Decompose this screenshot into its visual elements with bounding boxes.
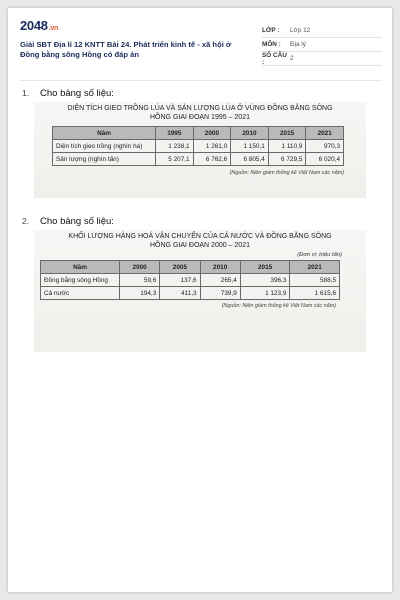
document-title: Giải SBT Địa lí 12 KNTT Bài 24. Phát triển kinh tế - xã hội ở Đồng bằng sông Hồng có đáp án — [20, 40, 232, 59]
table-cell: 137,6 — [160, 274, 200, 287]
row-label: Đồng bằng sông Hồng — [41, 274, 120, 287]
col-header: 2021 — [290, 261, 340, 274]
col-header: Năm — [41, 261, 120, 274]
question-number: 1. — [22, 88, 30, 98]
table-cell: 6 805,4 — [231, 153, 269, 166]
meta-row-class — [262, 24, 382, 38]
document-page — [8, 8, 392, 592]
meta-value: 2 — [290, 55, 294, 62]
table-cell: 1 150,1 — [231, 140, 269, 153]
table-header-row — [53, 127, 344, 140]
row-label: Cả nước — [41, 287, 120, 300]
table-cell: 1 110,9 — [268, 140, 306, 153]
meta-key: SỐ CÂU : — [262, 51, 287, 66]
col-header: 2005 — [160, 261, 200, 274]
meta-value: Lớp 12 — [290, 27, 311, 34]
question-number: 2. — [22, 216, 30, 226]
table-cell: 194,3 — [120, 287, 160, 300]
table-cell: 59,6 — [120, 274, 160, 287]
col-header: 2010 — [200, 261, 240, 274]
question-2-heading — [22, 216, 114, 227]
table-unit: (Đơn vị: triệu tấn) — [297, 252, 342, 258]
table-cell: 1 261,0 — [193, 140, 231, 153]
table-cell: 6 729,5 — [268, 153, 306, 166]
col-header: 2021 — [306, 127, 344, 140]
document-header — [20, 18, 382, 76]
data-table-2 — [40, 260, 340, 300]
row-label: Sản lượng (nghìn tấn) — [53, 153, 156, 166]
header-divider — [20, 80, 382, 81]
col-header: 2000 — [120, 261, 160, 274]
meta-value: Địa lý — [290, 41, 306, 48]
col-header: 2015 — [240, 261, 290, 274]
meta-key: LỚP : — [262, 27, 280, 34]
table-title: DIỆN TÍCH GIEO TRỒNG LÚA VÀ SẢN LƯỢNG LÚA Ở VÙNG ĐỒNG BẰNG SÔNG HỒNG GIAI ĐOẠN 1995 – 2021 — [67, 105, 333, 121]
question-prompt: Cho bảng số liệu: — [40, 216, 114, 227]
table-cell: 1 238,1 — [156, 140, 194, 153]
col-header: 2015 — [268, 127, 306, 140]
table-cell: 411,3 — [160, 287, 200, 300]
table-cell: 739,9 — [200, 287, 240, 300]
table-row — [53, 153, 344, 166]
question-prompt: Cho bảng số liệu: — [40, 88, 114, 99]
col-header: Năm — [53, 127, 156, 140]
table-cell: 1 615,6 — [290, 287, 340, 300]
table-source: (Nguồn: Niên giám thống kê Việt Nam các năm) — [221, 303, 336, 309]
table-cell: 265,4 — [200, 274, 240, 287]
meta-info — [262, 24, 382, 66]
table-header-row — [41, 261, 340, 274]
data-table-1 — [52, 126, 344, 166]
table-cell: 5 207,1 — [156, 153, 194, 166]
table-cell: 6 762,6 — [193, 153, 231, 166]
row-label: Diện tích gieo trồng (nghìn ha) — [53, 140, 156, 153]
table-row — [41, 287, 340, 300]
table-source: (Nguồn: Niên giám thống kê Việt Nam các năm) — [229, 170, 344, 176]
table-cell: 1 123,9 — [240, 287, 290, 300]
table-cell: 588,5 — [290, 274, 340, 287]
site-logo[interactable]: 2048.vn — [20, 18, 58, 33]
meta-row-subject — [262, 38, 382, 52]
table-title: KHỐI LƯỢNG HÀNG HOÁ VẬN CHUYỂN CỦA CẢ NƯỚC VÀ ĐỒNG BẰNG SÔNG HỒNG GIAI ĐOẠN 2000 – 2021 — [68, 233, 332, 249]
question-2-table-image — [34, 230, 366, 352]
table-cell: 970,3 — [306, 140, 344, 153]
table-row — [53, 140, 344, 153]
meta-key: MÔN : — [262, 41, 281, 48]
question-1-table-image — [34, 102, 366, 198]
table-cell: 396,3 — [240, 274, 290, 287]
col-header: 2000 — [193, 127, 231, 140]
col-header: 2010 — [231, 127, 269, 140]
table-row — [41, 274, 340, 287]
table-cell: 6 020,4 — [306, 153, 344, 166]
meta-row-question-count — [262, 52, 382, 66]
question-1-heading — [22, 88, 114, 99]
col-header: 1995 — [156, 127, 194, 140]
